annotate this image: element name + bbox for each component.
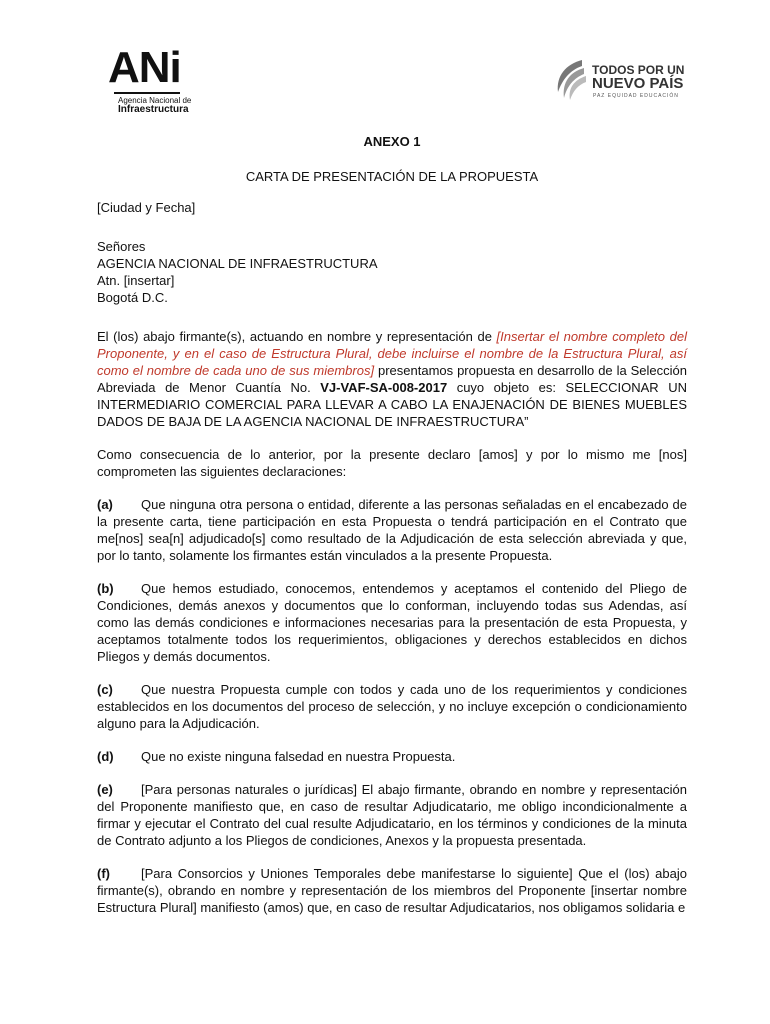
declaration-label: (c) bbox=[97, 682, 113, 697]
declaration-item bbox=[97, 496, 687, 564]
government-logo-line2: NUEVO PAÍS bbox=[592, 75, 684, 92]
consequence-paragraph: Como consecuencia de lo anterior, por la presente declaro [amos] y por lo mismo me [nos] comprometen las siguientes declaraciones: bbox=[97, 447, 687, 479]
flag-swoosh-icon bbox=[552, 58, 588, 102]
ani-logo-subtitle-bold: Infraestructura bbox=[118, 104, 189, 115]
recipient-entity: AGENCIA NACIONAL DE INFRAESTRUCTURA bbox=[97, 256, 378, 271]
declaration-text: Que hemos estudiado, conocemos, entendemos y aceptamos el contenido del Pliego de Condiciones, demás anexos y documentos que lo conforman, incluyendo todas sus Adendas, así como las demás condiciones e informaciones necesarias para la presentación de esta Propuesta, y aceptamos totalmente todos los requerimientos, obligaciones y derechos establecidos en dichos Pliegos y demás documentos. bbox=[97, 581, 687, 664]
declaration-label: (e) bbox=[97, 782, 113, 797]
declaration-text: Que nuestra Propuesta cumple con todos y cada uno de los requerimientos y condiciones establecidos en los documentos del proceso de selección, y no incluye excepción o condicionamiento alguno para la Adjudicación. bbox=[97, 682, 687, 731]
declaration-text: Que ninguna otra persona o entidad, diferente a las personas señaladas en el encabezado de la presente carta, tiene participación en esta Propuesta o tendrá participación en el Contrato que me[nos] sea[n] adjudicado[s] como resultado de la Adjudicación de esta selección abreviada y que, por lo tanto, solamente los firmantes están vinculados a la presente Propuesta. bbox=[97, 497, 687, 563]
declaration-text: Que no existe ninguna falsedad en nuestra Propuesta. bbox=[141, 749, 456, 764]
recipient-attn: Atn. [insertar] bbox=[97, 273, 175, 288]
declaration-item bbox=[97, 781, 687, 849]
declaration-item bbox=[97, 681, 687, 732]
place-date: [Ciudad y Fecha] bbox=[97, 200, 196, 215]
intro-paragraph bbox=[97, 328, 687, 430]
declaration-text: [Para Consorcios y Uniones Temporales debe manifestarse lo siguiente] Que el (los) abajo firmante(s), obrando en nombre y representación de los miembros del Proponente [insertar nombre Estructura Plural] manifiesto (amos) que, en caso de resultar Adjudicatarios, nos obligamos solidaria e bbox=[97, 866, 687, 915]
government-logo-line1: TODOS POR UN bbox=[592, 63, 685, 77]
proponent-placeholder: [Insertar el nombre completo del Proponente, y en el caso de Estructura Plural, debe incluirse el nombre de la Estructura Plural, así como el nombre de cada uno de sus miembros] bbox=[97, 329, 687, 378]
declaration-label: (d) bbox=[97, 749, 114, 764]
declaration-label: (f) bbox=[97, 866, 110, 881]
government-logo-tagline: PAZ EQUIDAD EDUCACIÓN bbox=[593, 93, 679, 99]
intro-text-2: presentamos propuesta en desarrollo de la Selección Abreviada de Menor Cuantía No. bbox=[97, 363, 687, 395]
ani-logo bbox=[108, 43, 192, 116]
letter-body bbox=[97, 133, 687, 916]
intro-text-3: cuyo objeto es: SELECCIONAR UN INTERMEDIARIO COMERCIAL PARA LLEVAR A CABO LA ENAJENACIÓN DE BIENES MUEBLES DADOS DE BAJA DE LA AGENCIA NACIONAL DE INFRAESTRUCTURA” bbox=[97, 380, 687, 429]
ani-logo-subtitle: Agencia Nacional de bbox=[118, 96, 192, 105]
declaration-label: (a) bbox=[97, 497, 113, 512]
ani-logo-rule bbox=[114, 92, 180, 94]
government-logo bbox=[552, 56, 685, 106]
declaration-item bbox=[97, 865, 687, 916]
document-title: CARTA DE PRESENTACIÓN DE LA PROPUESTA bbox=[245, 169, 539, 184]
intro-text-1: El (los) abajo firmante(s), actuando en nombre y representación de bbox=[97, 329, 497, 344]
declaration-text: [Para personas naturales o jurídicas] El abajo firmante, obrando en nombre y representación del Proponente manifiesto que, en caso de resultar Adjudicatario, me obligo incondicionalmente a firmar y ejecutar el Contrato del cual resulte Adjudicatario, en los términos y condiciones de la minuta de Contrato adjunto a los Pliegos de condiciones, Anexos y la propuesta presentada. bbox=[97, 782, 687, 848]
recipient-city: Bogotá D.C. bbox=[97, 290, 168, 305]
process-number: VJ-VAF-SA-008-2017 bbox=[320, 380, 448, 395]
declaration-item bbox=[97, 748, 687, 765]
annex-heading: ANEXO 1 bbox=[363, 134, 421, 149]
ani-logo-word: ANi bbox=[108, 43, 181, 92]
declaration-item bbox=[97, 580, 687, 665]
salutation: Señores bbox=[97, 239, 146, 254]
declaration-label: (b) bbox=[97, 581, 114, 596]
